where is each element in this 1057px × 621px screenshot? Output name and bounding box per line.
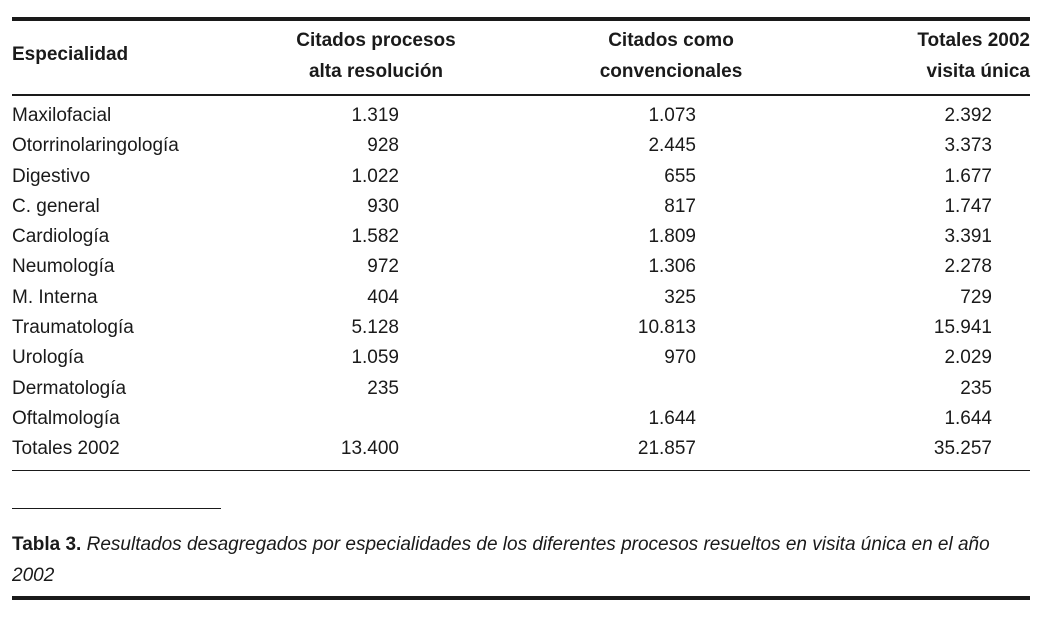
table-row [12, 252, 1030, 282]
cell-totales: 2.278 [944, 256, 992, 278]
cell-convencionales: 1.644 [648, 407, 696, 429]
cell-especialidad: Otorrinolaringología [12, 135, 179, 157]
header-convencionales: Citados como convencionales [599, 30, 743, 82]
cell-alta-resolucion: 1.319 [351, 105, 399, 126]
cell-especialidad: Totales 2002 [12, 438, 120, 460]
table-row [12, 283, 1030, 313]
cell-especialidad: Maxilofacial [12, 105, 112, 126]
cell-totales: 1.747 [944, 195, 992, 217]
cell-convencionales: 1.306 [648, 256, 696, 278]
cell-alta-resolucion: 930 [367, 195, 399, 217]
cell-convencionales: 1.809 [648, 226, 696, 248]
cell-alta-resolucion: 1.022 [351, 165, 399, 187]
cell-especialidad: Digestivo [12, 165, 91, 187]
table-row [12, 313, 1030, 343]
header-totales: Totales 2002 visita única [917, 30, 1030, 82]
top-rule [12, 17, 1030, 21]
cell-especialidad: Urología [12, 347, 84, 369]
cell-totales: 15.941 [933, 317, 992, 339]
table-row [12, 222, 1030, 252]
table-caption [12, 529, 1022, 591]
header-alta-resolucion: Citados procesos alta resolución [296, 30, 456, 82]
cell-especialidad: Neumología [12, 256, 115, 278]
cell-alta-resolucion: 928 [367, 135, 399, 157]
table-row [12, 434, 1030, 464]
table-row [12, 374, 1030, 404]
table-row [12, 101, 1030, 131]
header-rule [12, 94, 1030, 96]
cell-especialidad: M. Interna [12, 286, 98, 308]
cell-especialidad: Dermatología [12, 377, 127, 399]
cell-convencionales: 21.857 [637, 438, 696, 460]
cell-alta-resolucion: 972 [367, 256, 399, 278]
caption-label: Tabla 3. [12, 534, 82, 555]
cell-especialidad: Traumatología [12, 317, 134, 339]
table-row [12, 131, 1030, 161]
cell-convencionales: 2.445 [648, 135, 696, 157]
bottom-rule [12, 596, 1030, 600]
cell-totales: 35.257 [933, 438, 992, 460]
cell-convencionales: 655 [664, 165, 696, 187]
cell-totales: 1.644 [944, 407, 992, 429]
cell-alta-resolucion: 235 [367, 377, 399, 399]
cell-totales: 235 [960, 377, 992, 399]
cell-convencionales: 817 [664, 195, 696, 217]
header-especialidad: Especialidad [12, 44, 129, 65]
cell-alta-resolucion: 5.128 [351, 317, 399, 339]
cell-totales: 3.391 [944, 226, 992, 248]
cell-alta-resolucion: 1.059 [351, 347, 399, 369]
table-row [12, 192, 1030, 222]
cell-especialidad: Oftalmología [12, 407, 120, 429]
cell-totales: 2.029 [944, 347, 992, 369]
cell-totales: 1.677 [944, 165, 992, 187]
cell-alta-resolucion: 13.400 [340, 438, 399, 460]
caption-text: Resultados desagregados por especialidades de los diferentes procesos resueltos en visita única en el año 2002 [12, 534, 990, 586]
cell-especialidad: C. general [12, 195, 100, 217]
table-bottom-rule [12, 470, 1030, 471]
table-row [12, 162, 1030, 192]
cell-especialidad: Cardiología [12, 226, 110, 248]
cell-alta-resolucion: 1.582 [351, 226, 399, 248]
cell-convencionales: 10.813 [637, 317, 696, 339]
caption-separator [12, 508, 221, 509]
table-row [12, 404, 1030, 434]
table-row [12, 343, 1030, 373]
cell-totales: 729 [960, 286, 992, 308]
cell-convencionales: 325 [664, 286, 696, 308]
cell-alta-resolucion: 404 [367, 286, 399, 308]
cell-totales: 3.373 [944, 135, 992, 157]
cell-totales: 2.392 [944, 105, 992, 126]
cell-convencionales: 970 [664, 347, 696, 369]
cell-convencionales: 1.073 [648, 105, 696, 126]
table-body [12, 101, 1030, 465]
